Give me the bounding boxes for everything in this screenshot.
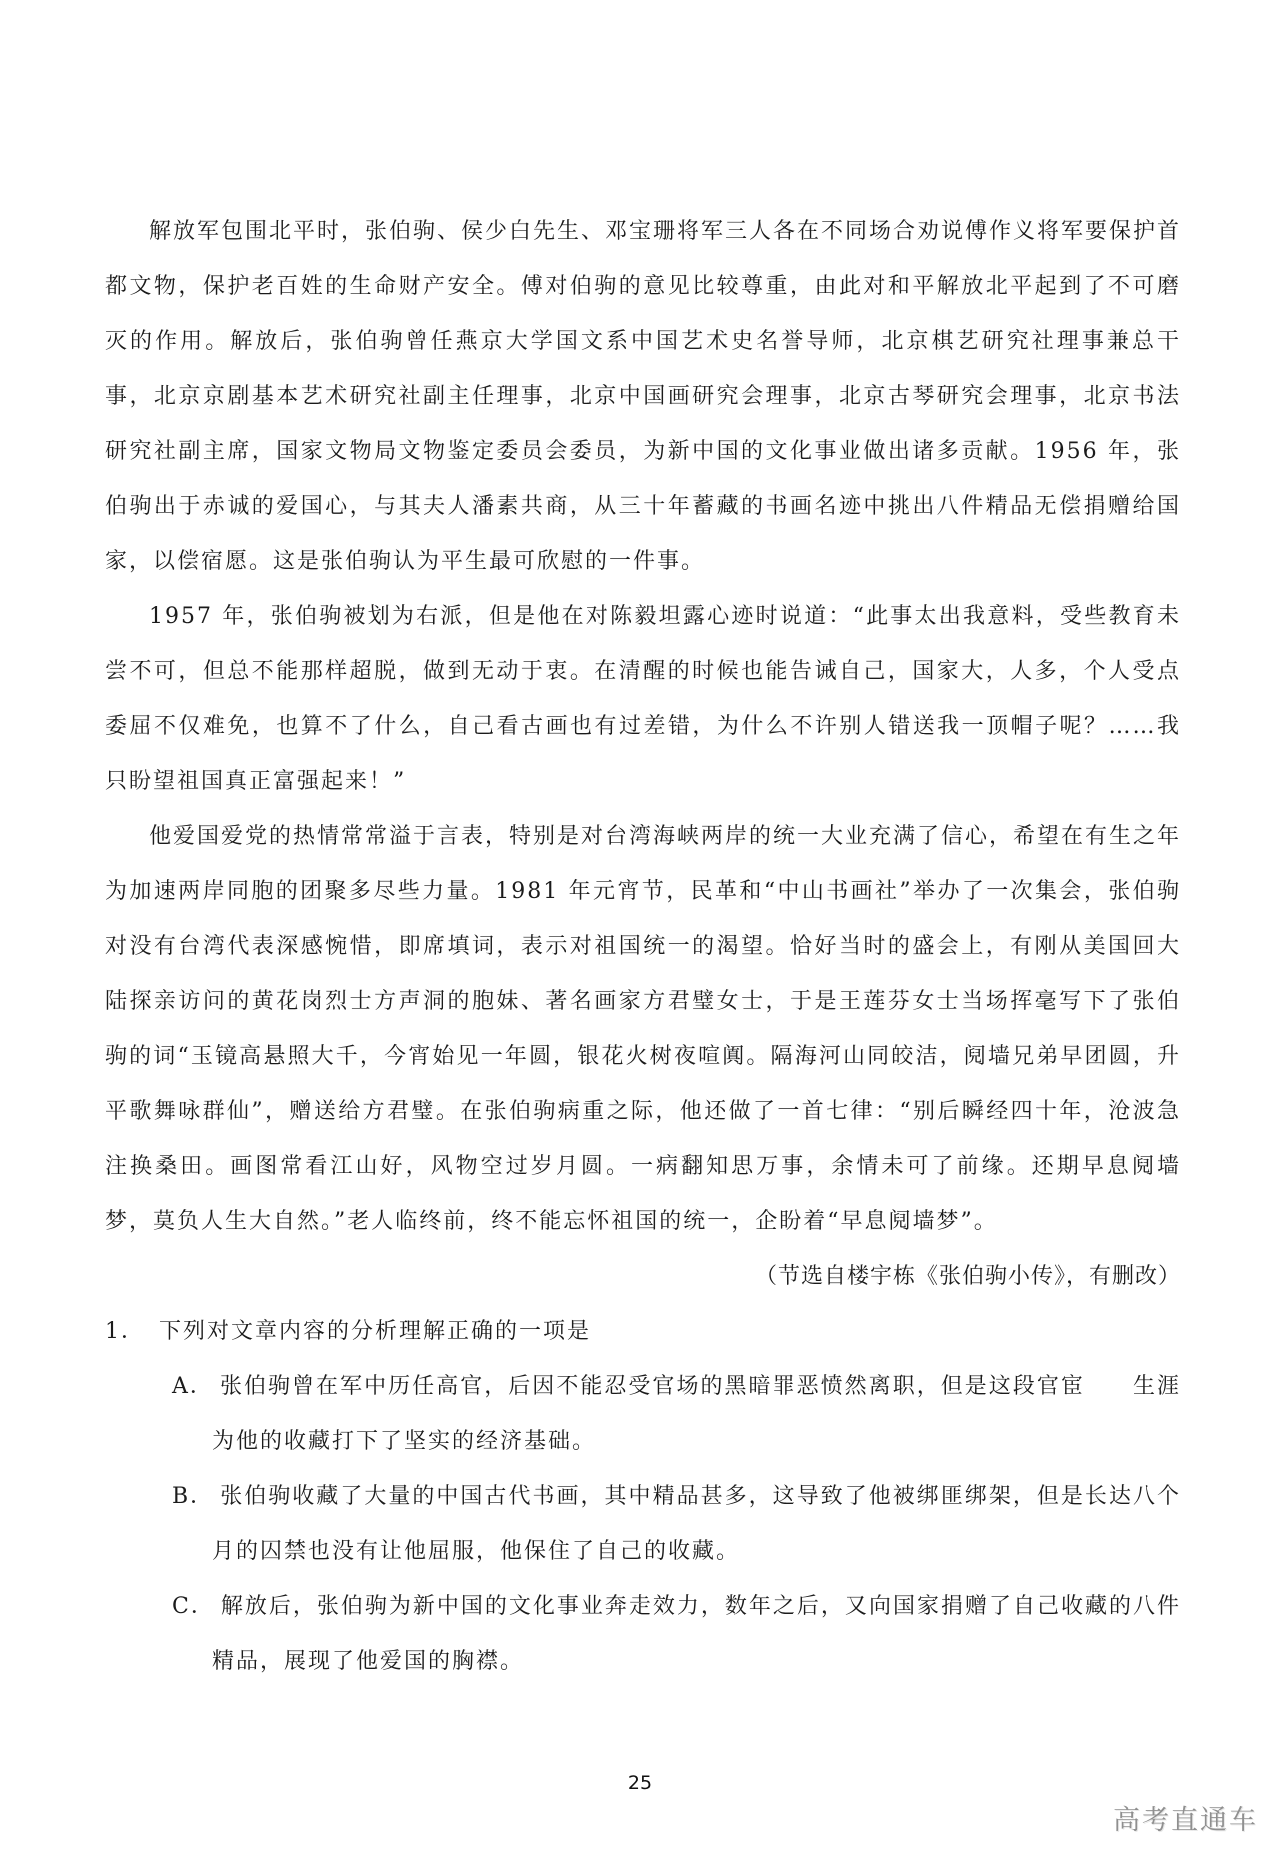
option-c-text: 解放后，张伯驹为新中国的文化事业奔走效力，数年之后，又向国家捐赠了自己收藏的八件精品，展现了他爱国的胸襟。: [212, 1594, 1181, 1674]
page-number: 25: [627, 1772, 653, 1794]
option-c-label: C．: [172, 1594, 215, 1619]
article-paragraph-3: 他爱国爱党的热情常常溢于言表，特别是对台湾海峡两岸的统一大业充满了信心，希望在有生之年为加速两岸同胞的团聚多尽些力量。1981 年元宵节，民革和“中山书画社”举办了一次集会，张伯驹对没有台湾代表深感惋惜，即席填词，表示对祖国统一的渴望。恰好当时的盛会上，有刚从美国回大陆探亲访问的黄花岗烈士方声洞的胞妹、著名画家方君璧女士，于是王莲芬女士当场挥毫写下了张伯驹的词“玉镜高悬照大千，今宵始见一年圆，银花火树夜喧阗。隔海河山同皎洁，阋墙兄弟早团圆，升平歌舞咏群仙”，赠送给方君璧。在张伯驹病重之际，他还做了一首七律：“别后瞬经四十年，沧波急注换桑田。画图常看江山好，风物空过岁月圆。一病翻知思万事，余情未可了前缘。还期早息阋墙梦，莫负人生大自然。”老人临终前，终不能忘怀祖国的统一，企盼着“早息阋墙梦”。: [105, 824, 1182, 1234]
option-b: [105, 1469, 1181, 1579]
article-paragraph-1: 解放军包围北平时，张伯驹、侯少白先生、邓宝珊将军三人各在不同场合劝说傅作义将军要保护首都文物，保护老百姓的生命财产安全。傅对伯驹的意见比较尊重，由此对和平解放北平起到了不可磨灭的作用。解放后，张伯驹曾任燕京大学国文系中国艺术史名誉导师，北京棋艺研究社理事兼总干事，北京京剧基本艺术研究社副主任理事，北京中国画研究会理事，北京古琴研究会理事，北京书法研究社副主席，国家文物局文物鉴定委员会委员，为新中国的文化事业做出诸多贡献。1956 年，张伯驹出于赤诚的爱国心，与其夫人潘素共商，从三十年蓄藏的书画名迹中挑出八件精品无偿捐赠给国家，以偿宿愿。这是张伯驹认为平生最可欣慰的一件事。: [105, 219, 1182, 574]
question-number: 1．: [105, 1319, 145, 1344]
document-content: [105, 204, 1181, 1689]
option-b-label: B．: [172, 1484, 215, 1509]
citation-line: （节选自楼宇栋《张伯驹小传》，有删改）: [754, 1264, 1181, 1289]
watermark: 高考直通车: [1113, 1805, 1258, 1836]
option-a-label: A．: [172, 1374, 214, 1399]
option-b-text: 张伯驹收藏了大量的中国古代书画，其中精品甚多，这导致了他被绑匪绑架，但是长达八个月的囚禁也没有让他屈服，他保住了自己的收藏。: [212, 1484, 1181, 1564]
option-a: [105, 1359, 1181, 1469]
article-body: [105, 204, 1181, 1304]
question-stem: [105, 1304, 1181, 1359]
option-c: [105, 1579, 1181, 1689]
question-stem-text: 下列对文章内容的分析理解正确的一项是: [159, 1319, 592, 1344]
option-a-text: 张伯驹曾在军中历任高官，后因不能忍受官场的黑暗罪恶愤然离职，但是这段官宦 生涯为他的收藏打下了坚实的经济基础。: [212, 1374, 1181, 1454]
question-block: [105, 1304, 1181, 1689]
article-paragraph-2: 1957 年，张伯驹被划为右派，但是他在对陈毅坦露心迹时说道：“此事太出我意料，受些教育未尝不可，但总不能那样超脱，做到无动于衷。在清醒的时候也能告诫自己，国家大，人多，个人受点委屈不仅难免，也算不了什么，自己看古画也有过差错，为什么不许别人错送我一顶帽子呢？……我只盼望祖国真正富强起来！”: [105, 604, 1181, 794]
